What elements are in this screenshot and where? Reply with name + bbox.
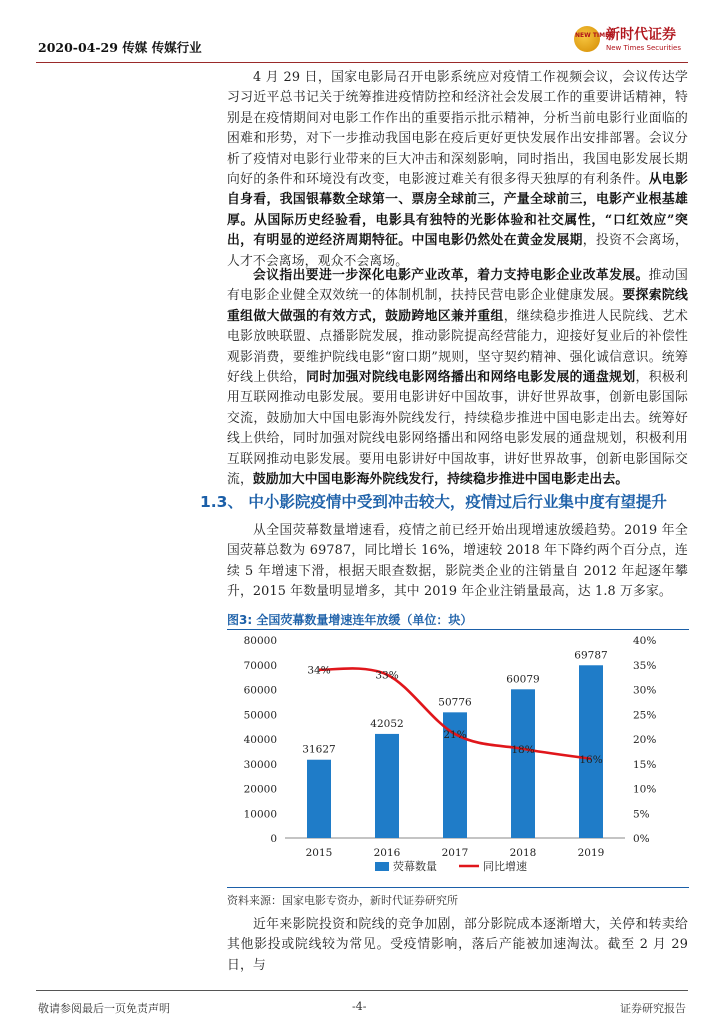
figure-source: 资料来源：国家电影专资办，新时代证券研究所: [227, 894, 458, 907]
bar-data-label: 50776: [438, 696, 472, 709]
y-left-tick-label: 20000: [243, 783, 277, 796]
p1-text-c: ，投资不会离场，人才不会离场，观众不会离场。: [227, 233, 688, 269]
p1-bold: 从电影自身看，我国银幕数全球第一、票房全球前三，产量全球前三，电影产业根基雄厚。从国际历史经验看，电影具有独特的光影体验和社交属性，“口红效应”突出，有明显的逆经济周期特征。中国电影仍然处在黄金发展期: [227, 172, 688, 249]
section-heading: 1.3、 中小影院疫情中受到冲击较大，疫情过后行业集中度有望提升: [200, 493, 667, 511]
y-right-tick-label: 20%: [633, 734, 657, 746]
bar-data-label: 31627: [302, 743, 336, 756]
y-left-tick-label: 70000: [243, 659, 277, 672]
x-tick-label: 2015: [305, 847, 333, 859]
footer-divider: [36, 990, 688, 991]
y-left-tick-label: 10000: [243, 808, 277, 821]
p2-text-d: ，继续稳步推进人民院线、艺术电影放映联盟、点播影院发展，推动影院提高经营能力，迎接好复业后的补偿性观影消费，要维护院线电影“窗口期”规则，坚守契约精神、强化诚信意识。统筹好线上供给，: [227, 308, 688, 386]
y-left-tick-label: 40000: [243, 734, 277, 746]
line-data-label: 34%: [307, 664, 331, 677]
bar-screen-count: [511, 689, 535, 838]
y-right-tick-label: 40%: [633, 635, 657, 647]
logo-english-name: New Times Securities: [606, 44, 681, 52]
line-data-label: 16%: [579, 753, 603, 766]
paragraph-competition: 近年来影院投资和院线的竞争加剧，部分影院成本逐渐增大，关停和转卖给其他影投或院线较为常见。受疫情影响，落后产能被加速淘汰。截至 2 月 29 日，与: [227, 917, 688, 973]
logo-chinese-name: 新时代证券: [606, 27, 676, 43]
footer-disclaimer: 敬请参阅最后一页免责声明: [38, 1002, 170, 1015]
y-left-tick-label: 30000: [243, 758, 277, 771]
y-right-tick-label: 30%: [633, 684, 657, 697]
y-right-tick-label: 5%: [633, 808, 650, 821]
logo-mark-text: NEW TIMES: [575, 32, 614, 39]
y-right-tick-label: 15%: [633, 758, 657, 771]
x-tick-label: 2016: [373, 847, 401, 859]
paragraph-reform: [227, 266, 688, 490]
figure-bottom-rule: [227, 887, 689, 888]
p2-text-f: ，积极利用互联网推动电影发展。要用电影讲好中国故事，讲好世界故事，创新电影国际交流，鼓励加大中国电影海外院线发行，持续稳步推进中国电影走出去。统筹好线上供给，同时加强对院线电影网络播出和网络电影发展的通盘规划，积极利用互联网推动电影发展。要用电影讲好中国故事，讲好世界故事，创新电影国际交流，: [227, 370, 689, 488]
bar-screen-count: [579, 665, 603, 838]
figure-title: 图3: 全国荧幕数量增速连年放缓（单位：块）: [227, 613, 473, 627]
paragraph-screens: 从全国荧幕数量增速看，疫情之前已经开始出现增速放缓趋势。2019 年全国荧幕总数为 69787，同比增长 16%，增速较 2018 年下降约两个百分点，连续 5 年增速下滑，根据天眼查数据，影院类企业的注销量自 2012 年起逐年攀升，2015 年数量明显增多，其中 2019 年企业注销量最高，达 1.8 万多家。: [227, 523, 688, 600]
x-tick-label: 2018: [509, 847, 537, 859]
bar-screen-count: [375, 734, 399, 838]
p1-text-a: 4 月 29 日，国家电影局召开电影系统应对疫情工作视频会议，会议传达学习习近平总书记关于统筹推进疫情防控和经济社会发展工作的重要讲话精神，特别是在疫情期间对电影工作作出的重要指示批示精神，分析当前电影行业面临的困难和形势，对下一步推动我国电影在疫后更好更快发展作出安排部署。会议分析了疫情对电影行业带来的巨大冲击和深刻影响，同时指出，我国电影发展长期向好的条件和环境没有改变，电影渡过难关有很多得天独厚的有利条件。: [227, 70, 688, 188]
bar-data-label: 60079: [506, 673, 540, 686]
legend-swatch-bar: [375, 862, 389, 871]
p2-bold-c: 要探索院线重组做大做强的有效方式，鼓励跨地区兼并重组: [227, 288, 689, 324]
line-data-label: 18%: [511, 743, 535, 756]
logo-emblem-icon: [574, 26, 600, 52]
bar-data-label: 69787: [574, 649, 608, 662]
header-date-topic: 2020-04-29 传媒 传媒行业: [38, 40, 202, 55]
x-tick-label: 2017: [441, 847, 469, 859]
p2-bold-g: 鼓励加大中国电影海外院线发行，持续稳步推进中国电影走出去。: [252, 472, 629, 488]
bar-data-label: 42052: [370, 717, 404, 730]
company-logo: [574, 22, 694, 56]
footer-report-type: 证券研究报告: [620, 1002, 686, 1015]
y-right-tick-label: 10%: [633, 783, 657, 796]
y-right-tick-label: 25%: [633, 709, 657, 722]
p2-bold-a: 会议指出要进一步深化电影产业改革，着力支持电影企业改革发展。: [253, 268, 649, 283]
p2-text-b: 推动国有电影企业健全双效统一的体制机制，扶持民营电影企业健康发展。: [227, 268, 688, 304]
line-data-label: 33%: [375, 669, 399, 682]
figure-top-rule: [227, 629, 689, 630]
line-data-label: 21%: [443, 729, 467, 742]
y-right-tick-label: 0%: [633, 833, 650, 845]
y-left-tick-label: 60000: [243, 684, 277, 697]
header-divider: [36, 62, 688, 63]
y-left-tick-label: 50000: [243, 709, 277, 722]
y-right-tick-label: 35%: [633, 659, 657, 672]
paragraph-meeting: [227, 68, 688, 272]
p2-bold-e: 同时加强对院线电影网络播出和网络电影发展的通盘规划: [306, 370, 636, 386]
x-tick-label: 2019: [577, 847, 605, 859]
legend-label-bar: 荧幕数量: [393, 860, 437, 873]
y-left-tick-label: 0: [270, 833, 277, 845]
y-left-tick-label: 80000: [243, 635, 277, 647]
bar-screen-count: [307, 760, 331, 838]
screen-count-chart: [227, 632, 689, 884]
footer-page-number: -4-: [352, 1000, 367, 1013]
legend-label-line: 同比增速: [483, 860, 527, 873]
